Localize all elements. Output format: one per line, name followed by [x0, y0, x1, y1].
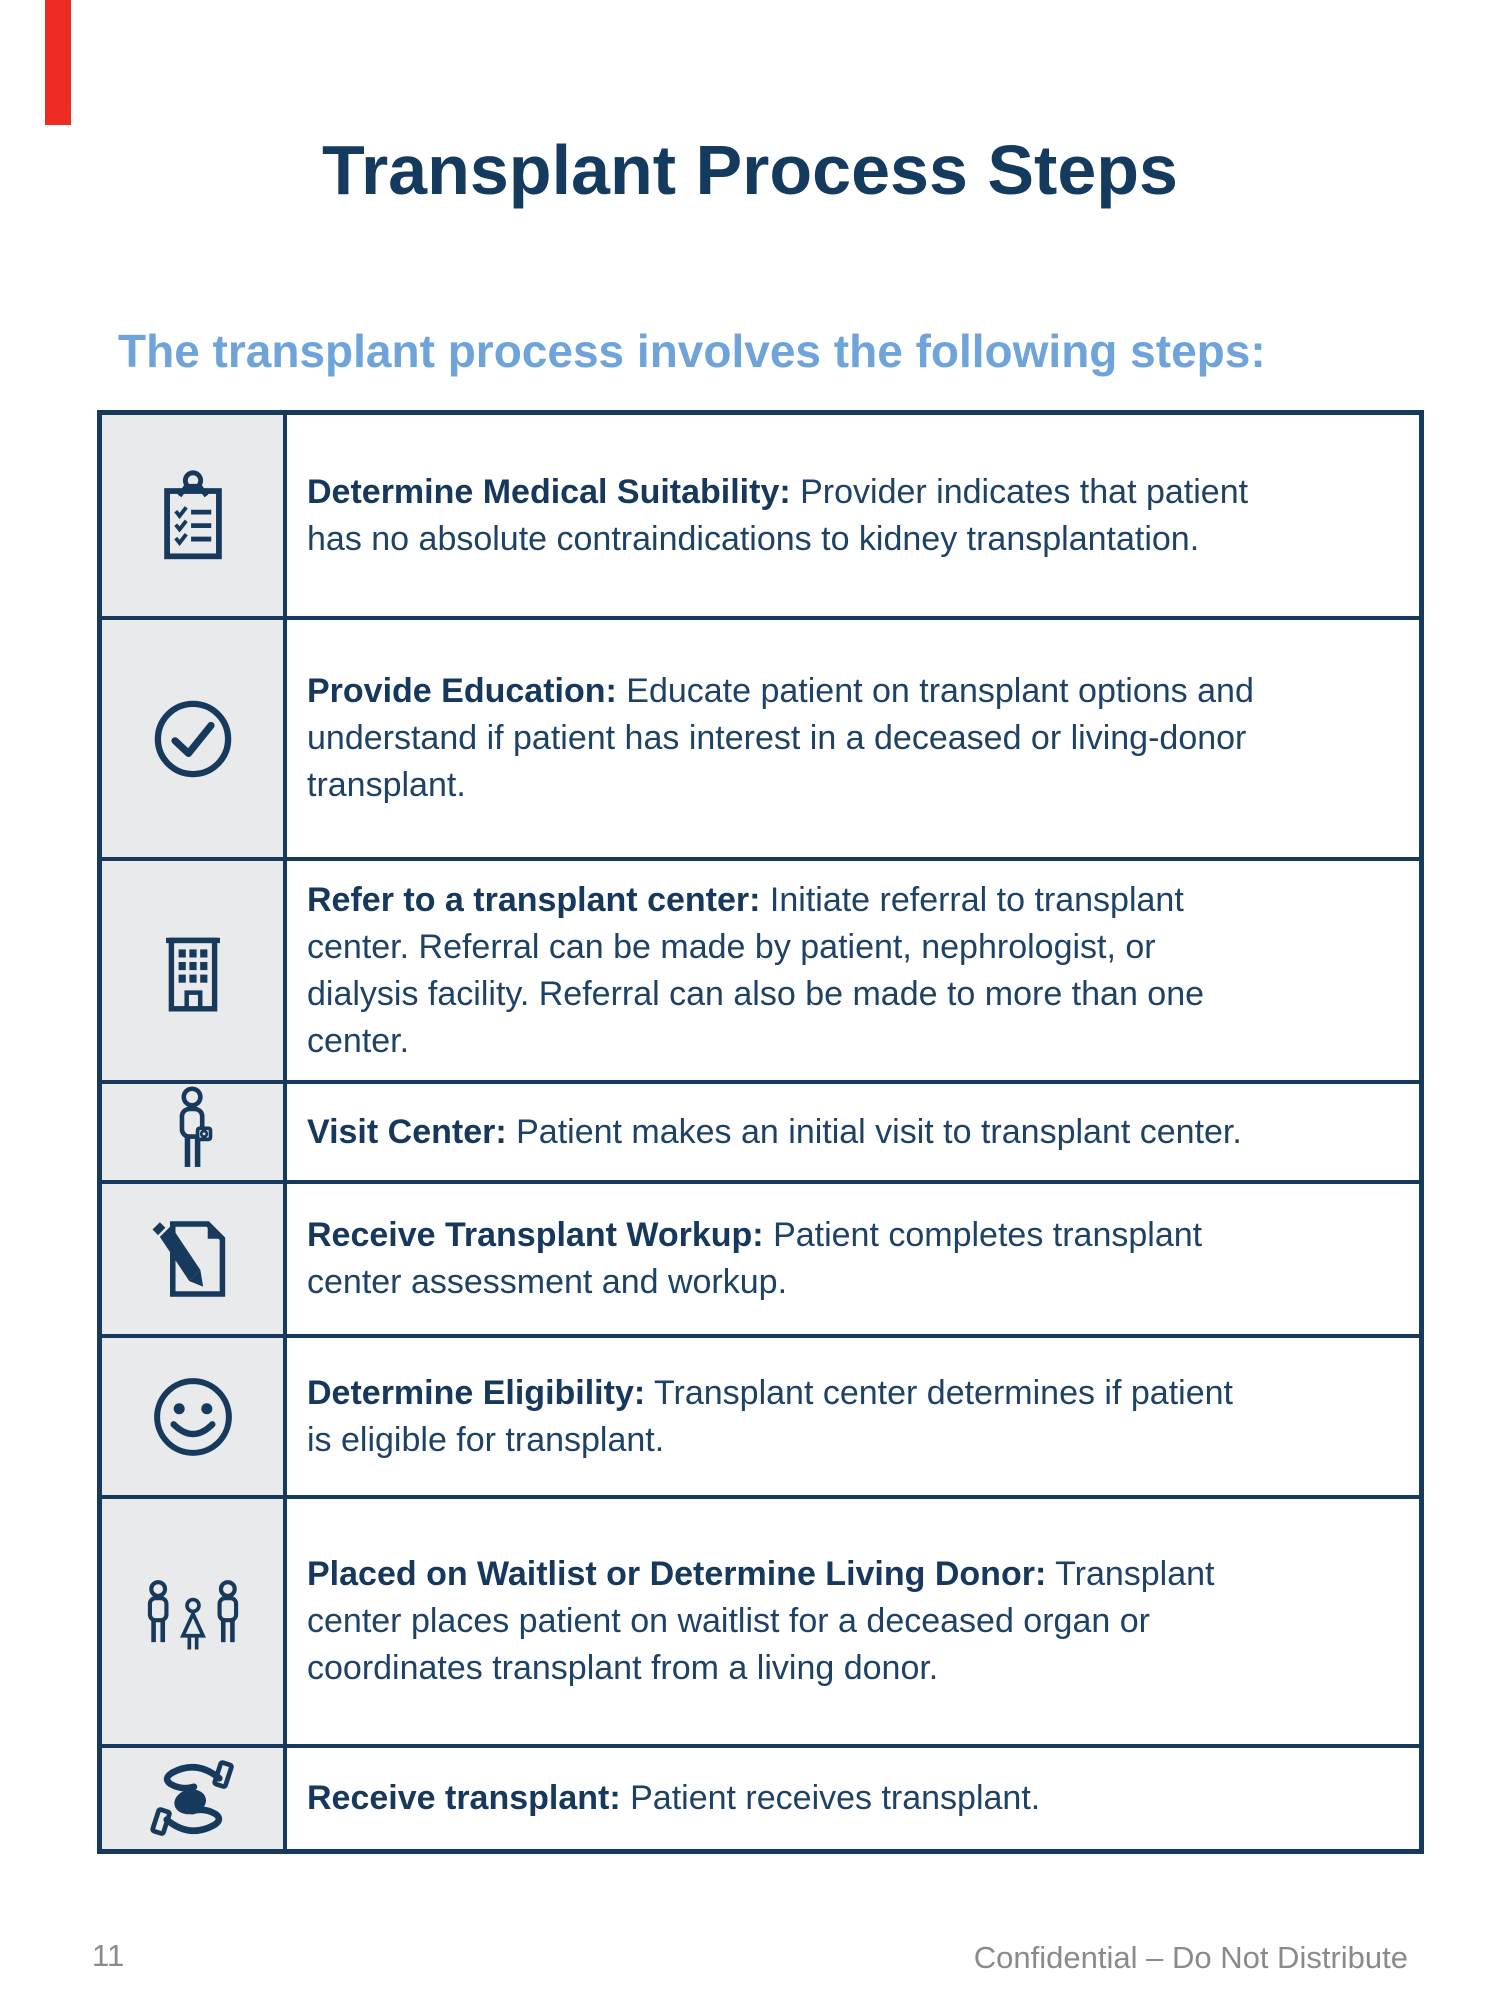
icon-cell: [102, 1084, 287, 1180]
smiley-icon: [147, 1371, 239, 1463]
icon-cell: [102, 1338, 287, 1495]
step-description: Patient makes an initial visit to transplant center.: [516, 1112, 1242, 1151]
step-label: Provide Education:: [307, 672, 617, 710]
step-text: [307, 668, 1254, 809]
step-text-cell: [287, 415, 1419, 616]
step-label: Determine Medical Suitability:: [307, 472, 791, 511]
table-row: [102, 1338, 1419, 1499]
clipboard-checklist-icon: [154, 468, 232, 564]
step-text: [307, 469, 1248, 563]
step-text: [307, 1109, 1242, 1156]
table-row: [102, 415, 1419, 620]
step-description: Patient completes transplant center assessment and workup.: [307, 1216, 1203, 1301]
step-description: Patient receives transplant.: [630, 1779, 1041, 1817]
step-label: Placed on Waitlist or Determine Living Donor:: [307, 1555, 1047, 1593]
icon-cell: [102, 1748, 287, 1849]
step-description: Educate patient on transplant options and understand if patient has interest in a deceased or living-donor transplant.: [307, 672, 1254, 804]
step-description: Provider indicates that patient has no absolute contraindications to kidney transplantation.: [307, 472, 1249, 558]
step-label: Visit Center:: [307, 1112, 507, 1151]
step-text-cell: [287, 1184, 1419, 1334]
step-text: [307, 1212, 1202, 1306]
step-description: Transplant center places patient on waitlist for a deceased organ or coordinates transplant from a living donor.: [307, 1555, 1215, 1687]
step-description: Initiate referral to transplant center. Referral can be made by patient, nephrologist, or dialysis facility. Referral can also be made to more than one center.: [307, 880, 1205, 1060]
table-row: [102, 1184, 1419, 1338]
step-text-cell: [287, 861, 1419, 1080]
icon-cell: [102, 620, 287, 857]
icon-cell: [102, 1499, 287, 1744]
step-text: [307, 1370, 1233, 1464]
icon-cell: [102, 415, 287, 616]
step-text: [307, 1775, 1040, 1822]
red-accent-bar: [45, 0, 71, 125]
building-icon: [157, 923, 229, 1019]
step-text-cell: [287, 1499, 1419, 1744]
page-subtitle: The transplant process involves the following steps:: [118, 325, 1266, 377]
step-text: [307, 1551, 1215, 1692]
check-circle-icon: [148, 694, 238, 784]
step-text: [307, 877, 1204, 1065]
document-pencil-icon: [147, 1213, 239, 1305]
confidential-note: Confidential – Do Not Distribute: [973, 1940, 1408, 1975]
hands-transplant-icon: [145, 1752, 241, 1846]
step-description: Transplant center determines if patient is eligible for transplant.: [307, 1373, 1233, 1459]
table-row: [102, 1084, 1419, 1184]
table-row: [102, 1499, 1419, 1748]
steps-table: [97, 410, 1424, 1854]
step-text-cell: [287, 1748, 1419, 1849]
person-icon: [169, 1086, 217, 1178]
family-icon: [138, 1578, 248, 1666]
step-label: Receive Transplant Workup:: [307, 1216, 764, 1254]
step-text-cell: [287, 620, 1419, 857]
page-title: Transplant Process Steps: [322, 130, 1178, 209]
icon-cell: [102, 1184, 287, 1334]
table-row: [102, 1748, 1419, 1849]
page-number: 11: [92, 1938, 125, 1973]
step-text-cell: [287, 1338, 1419, 1495]
table-row: [102, 861, 1419, 1084]
step-label: Refer to a transplant center:: [307, 880, 761, 919]
step-label: Receive transplant:: [307, 1779, 621, 1817]
table-row: [102, 620, 1419, 861]
icon-cell: [102, 861, 287, 1080]
step-label: Determine Eligibility:: [307, 1373, 646, 1412]
step-text-cell: [287, 1084, 1419, 1180]
